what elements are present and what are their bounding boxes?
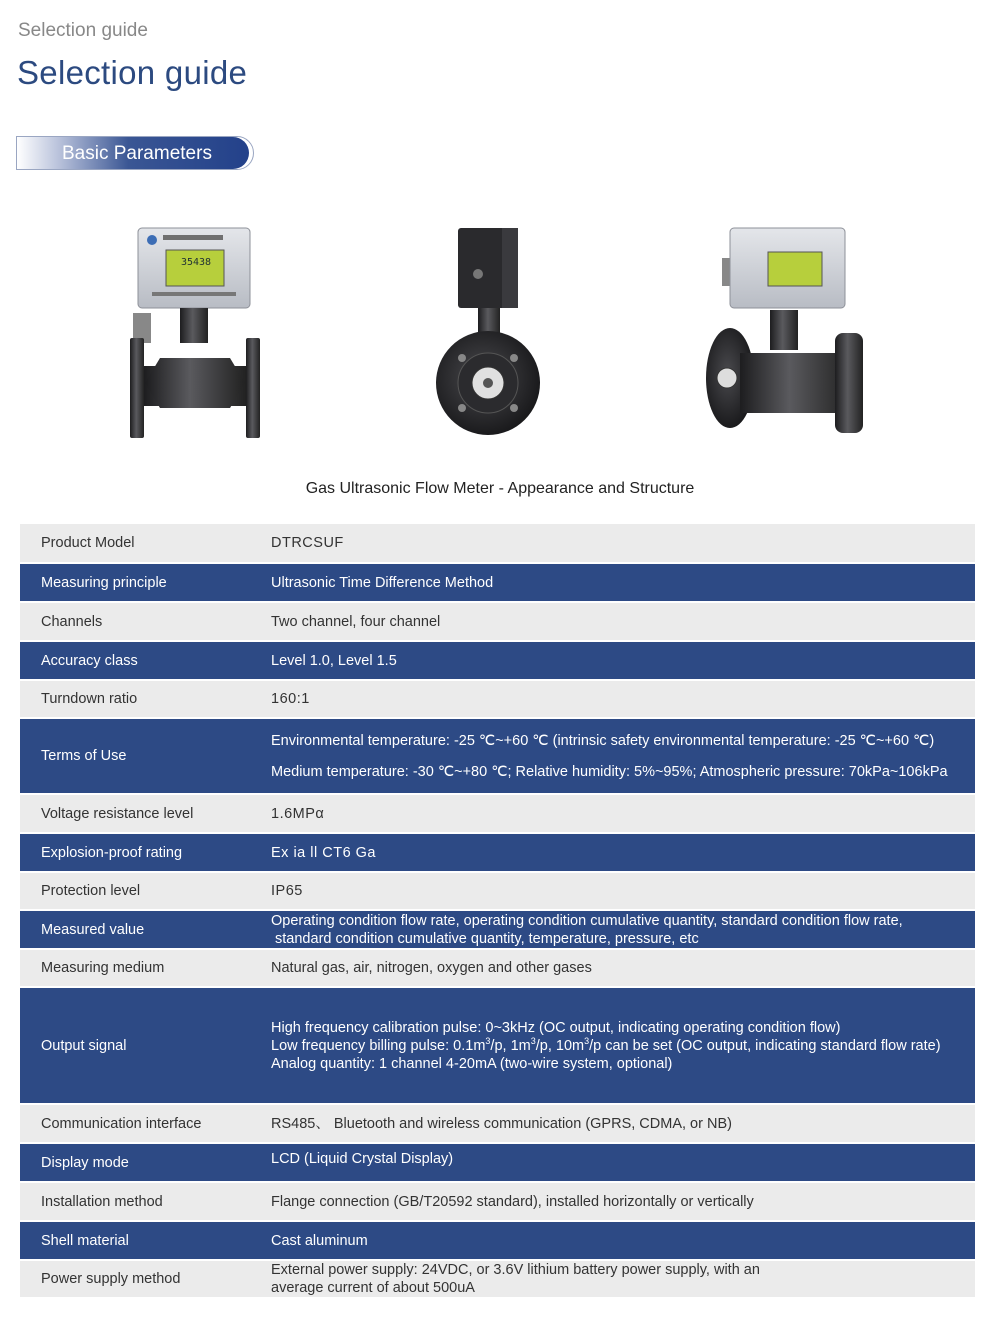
table-row: [20, 949, 975, 987]
table-row: [20, 910, 975, 949]
row-value: Level 1.0, Level 1.5: [250, 641, 975, 680]
row-label: Accuracy class: [20, 641, 250, 680]
row-value: [250, 718, 975, 794]
table-row: [20, 794, 975, 833]
row-value: Ex ia ll CT6 Ga: [250, 833, 975, 872]
row-value: 160:1: [250, 680, 975, 718]
row-value: Natural gas, air, nitrogen, oxygen and other gases: [250, 949, 975, 987]
value-line: standard condition cumulative quantity, temperature, pressure, etc: [271, 930, 699, 947]
row-value: Flange connection (GB/T20592 standard), installed horizontally or vertically: [250, 1182, 975, 1221]
meter-perspective-view: [706, 228, 863, 433]
row-value: IP65: [250, 872, 975, 910]
value-line: average current of about 500uA: [271, 1280, 475, 1296]
product-images: [0, 218, 1000, 448]
value-line: High frequency calibration pulse: 0~3kHz (OC output, indicating operating condition flow): [271, 1019, 841, 1036]
tab-basic-parameters[interactable]: [16, 136, 254, 170]
row-label: Explosion-proof rating: [20, 833, 250, 872]
table-row: [20, 563, 975, 602]
table-row: [20, 680, 975, 718]
meter-front-view: [130, 228, 260, 438]
tab-label: Basic Parameters: [62, 143, 212, 164]
table-row: [20, 1182, 975, 1221]
row-value: [250, 1260, 975, 1298]
row-label: Protection level: [20, 872, 250, 910]
table-row: [20, 1143, 975, 1182]
breadcrumb: Selection guide: [18, 20, 148, 41]
spec-table: [20, 524, 975, 1299]
row-value: [250, 910, 975, 949]
row-label: Measured value: [20, 910, 250, 949]
table-row: [20, 1221, 975, 1260]
row-value: LCD (Liquid Crystal Display): [250, 1143, 975, 1182]
table-row: [20, 1104, 975, 1143]
row-label: Output signal: [20, 987, 250, 1104]
row-value: Ultrasonic Time Difference Method: [250, 563, 975, 602]
row-label: Terms of Use: [20, 718, 250, 794]
table-row: [20, 1260, 975, 1298]
lcd-display: 35438: [180, 257, 212, 268]
value-line: Environmental temperature: -25 ℃~+60 ℃ (intrinsic safety environmental temperature: -25 ℃~+60 ℃): [271, 732, 935, 749]
value-line: Analog quantity: 1 channel 4-20mA (two-wire system, optional): [271, 1055, 673, 1072]
value-line: Low frequency billing pulse: $0.1m^3/p$, $1m^3/p$, $10m^3/p$ can be set (OC output, indicating standard flow rate): [271, 1035, 941, 1054]
table-row: [20, 833, 975, 872]
row-value: Cast aluminum: [250, 1221, 975, 1260]
row-value: [250, 987, 975, 1104]
table-row: [20, 524, 975, 563]
row-value: Two channel, four channel: [250, 602, 975, 641]
figure-caption: Gas Ultrasonic Flow Meter - Appearance and Structure: [305, 480, 695, 497]
row-label: Power supply method: [20, 1260, 250, 1298]
meter-side-view: [436, 228, 540, 435]
table-row: [20, 602, 975, 641]
row-label: Installation method: [20, 1182, 250, 1221]
row-value: DTRCSUF: [250, 524, 975, 563]
row-label: Channels: [20, 602, 250, 641]
row-label: Turndown ratio: [20, 680, 250, 718]
row-label: Voltage resistance level: [20, 794, 250, 833]
page-title: Selection guide: [17, 54, 248, 91]
table-row: [20, 718, 975, 794]
value-line: External power supply: 24VDC, or 3.6V lithium battery power supply, with an: [271, 1262, 760, 1278]
value-line: Medium temperature: -30 ℃~+80 ℃; Relative humidity: 5%~95%; Atmospheric pressure: 70kPa~106kPa: [271, 763, 948, 780]
table-row: [20, 872, 975, 910]
row-label: Product Model: [20, 524, 250, 563]
row-label: Display mode: [20, 1143, 250, 1182]
row-value: 1.6MPα: [250, 794, 975, 833]
row-label: Communication interface: [20, 1104, 250, 1143]
table-row: [20, 641, 975, 680]
row-label: Measuring principle: [20, 563, 250, 602]
row-label: Measuring medium: [20, 949, 250, 987]
value-line: Operating condition flow rate, operating condition cumulative quantity, standard condition flow rate,: [271, 912, 903, 929]
row-value: RS485、 Bluetooth and wireless communication (GPRS, CDMA, or NB): [250, 1104, 975, 1143]
row-label: Shell material: [20, 1221, 250, 1260]
table-row: [20, 987, 975, 1104]
